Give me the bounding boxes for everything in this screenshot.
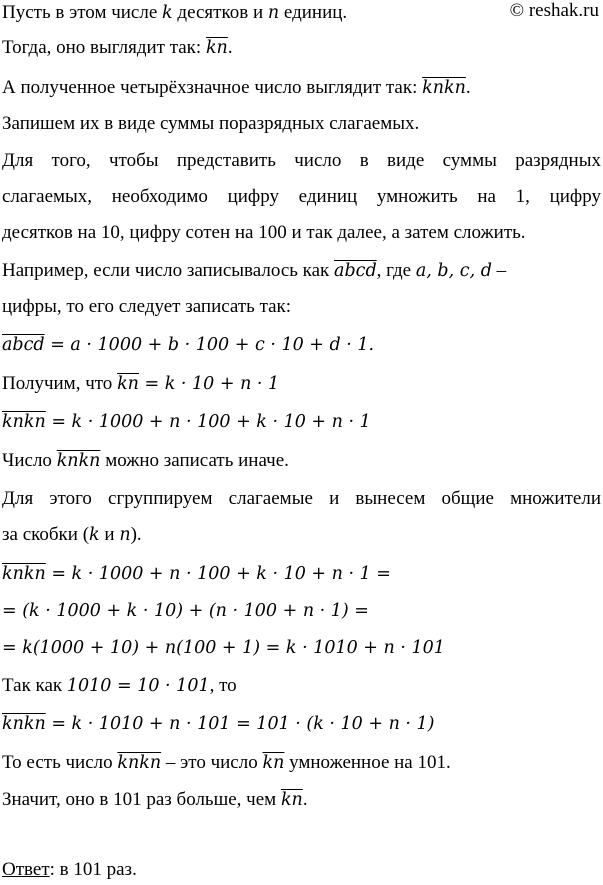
text-line-8: Например, если число записывалось как abcd, где a, b, c, d – xyxy=(2,260,507,281)
formula-knkn-3: knkn = k · 1010 + n · 101 = 101 · (k · 10 + n · 1) xyxy=(2,714,435,734)
number-kn: $\overline{kn}$ xyxy=(205,38,228,58)
answer: Ответ: в 101 раз. xyxy=(2,859,137,880)
text-line-5: Для того, чтобы представить число в виде суммы разрядных xyxy=(2,150,601,171)
formula-kn: Получим, что $\overline{kn} = k \cdot 10 + n \cdot 1$ xyxy=(2,373,280,394)
text-line-6: слагаемых, необходимо цифру единиц умножить на 1, цифру xyxy=(2,186,601,207)
watermark: © reshak.ru xyxy=(509,0,599,21)
text-line-22: Значит, оно в 101 раз больше, чем $\overline{kn}$. xyxy=(2,789,308,810)
text-line-7: десятков на 10, цифру сотен на 100 и так далее, а затем сложить. xyxy=(2,222,526,243)
answer-label: Ответ xyxy=(2,859,50,880)
text-line-13: Число knkn можно записать иначе. xyxy=(2,450,289,471)
text-line-21: То есть число knkn – это число $\overline{kn}$ умноженное на 101. xyxy=(2,752,451,773)
number-knkn: knkn xyxy=(422,78,466,98)
text-line-19: Так как 1010 = 10 · 101, то xyxy=(2,675,237,696)
formula-line-18: = k(1000 + 10) + n(100 + 1) = k · 1010 + n · 101 xyxy=(2,638,445,658)
text-line-9: цифры, то его следует записать так: xyxy=(2,296,292,317)
text-line-3: А полученное четырёхзначное число выглядит так: knkn. xyxy=(2,77,471,98)
text-line-14: Для этого сгруппируем слагаемые и вынесем общие множители xyxy=(2,488,601,509)
formula-abcd: abcd = a · 1000 + b · 100 + c · 10 + d · 1. xyxy=(2,335,375,355)
text-line-15: за скобки (k и n). xyxy=(2,524,142,545)
formula-knkn-2: knkn = k · 1000 + n · 100 + k · 10 + n · 1 = xyxy=(2,564,391,584)
formula-line-17: = (k · 1000 + k · 10) + (n · 100 + n · 1) = xyxy=(2,601,369,621)
text-line-4: Запишем их в виде суммы поразрядных слагаемых. xyxy=(2,113,420,134)
formula-knkn-1: knkn = k · 1000 + n · 100 + k · 10 + n · 1 xyxy=(2,412,371,432)
text-line-1: Пусть в этом числе k десятков и n единиц. xyxy=(2,2,348,23)
text-line-2: Тогда, оно выглядит так: $\overline{kn}$. xyxy=(2,37,233,58)
number-abcd: abcd xyxy=(334,261,377,281)
